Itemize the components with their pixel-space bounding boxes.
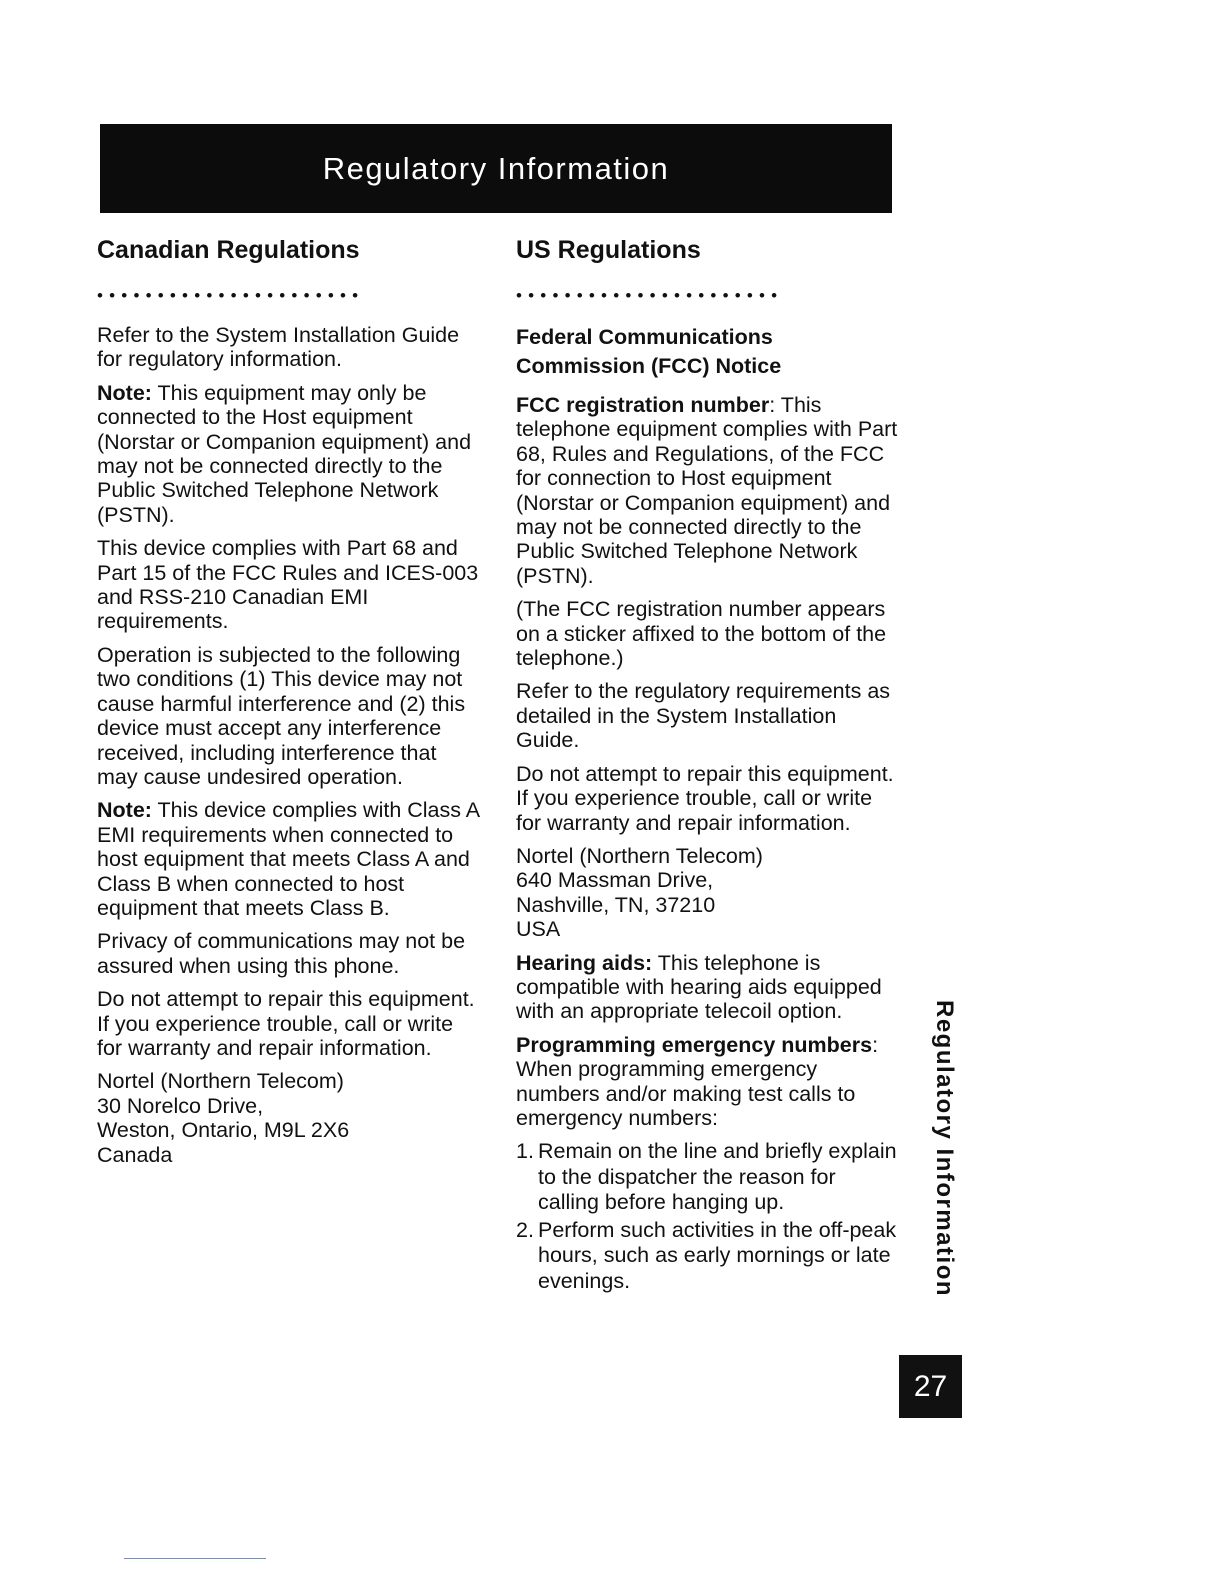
us-regulations-column xyxy=(516,236,901,1296)
note-label: Note: xyxy=(97,798,152,823)
canadian-address xyxy=(97,1069,482,1167)
canadian-paragraph-4: Privacy of communications may not be assured when using this phone. xyxy=(97,929,466,978)
step-number: 1. xyxy=(516,1139,534,1164)
address-line: Nortel (Northern Telecom) xyxy=(97,1069,344,1094)
programming-emergency-text: : When programming emergency numbers and/or making test calls to emergency numbers: xyxy=(516,1032,879,1130)
note-text: This device complies with Class A EMI requirements when connected to host equipment that meets Class A and Class B when connected to host equipment that meets Class B. xyxy=(97,798,479,920)
canadian-paragraph-5: Do not attempt to repair this equipment. If you experience trouble, call or write for warranty and repair information. xyxy=(97,987,475,1060)
section-banner xyxy=(100,124,892,213)
side-tab-label: Regulatory Information xyxy=(931,1000,958,1298)
step-number: 2. xyxy=(516,1217,534,1242)
page-number: 27 xyxy=(913,1369,948,1403)
canadian-note-2 xyxy=(97,798,482,920)
address-line: Weston, Ontario, M9L 2X6 xyxy=(97,1118,350,1143)
emergency-steps-list xyxy=(516,1139,901,1294)
fcc-registration-paragraph xyxy=(516,393,901,588)
step-text: Perform such activities in the off-peak hours, such as early mornings or late evenings. xyxy=(538,1217,897,1293)
fcc-registration-text: : This telephone equipment complies with Part 68, Rules and Regulations, of the FCC for connection to Host equipment (Norstar or Companion equipment) and may not be connected directly to the Public Switched Telephone Network (PSTN). xyxy=(516,393,898,588)
hearing-aids-paragraph xyxy=(516,951,901,1024)
fcc-registration-label: FCC registration number xyxy=(516,393,770,417)
programming-emergency-paragraph xyxy=(516,1033,901,1131)
hearing-aids-label: Hearing aids: xyxy=(516,950,653,975)
us-paragraph-1: (The FCC registration number appears on a sticker affixed to the bottom of the telephone.) xyxy=(516,597,887,671)
step-text: Remain on the line and briefly explain to the dispatcher the reason for calling before hanging up. xyxy=(538,1139,897,1215)
us-address xyxy=(516,844,901,942)
us-title: US Regulations xyxy=(516,236,701,264)
list-item xyxy=(516,1139,901,1216)
canadian-paragraph-2: This device complies with Part 68 and Part 15 of the FCC Rules and ICES-003 and RSS-210 Canadian EMI requirements. xyxy=(97,536,479,634)
note-label: Note: xyxy=(97,380,152,405)
fcc-notice-heading: Federal Communications Commission (FCC) Notice xyxy=(516,325,782,378)
address-line: USA xyxy=(516,917,561,942)
note-text: This equipment may only be connected to the Host equipment (Norstar or Companion equipment) and may not be connected directly to the Public Switched Telephone Network (PSTN). xyxy=(97,380,472,527)
canadian-paragraph-1: Refer to the System Installation Guide for regulatory information. xyxy=(97,323,460,372)
address-line: 640 Massman Drive, xyxy=(516,868,714,893)
us-paragraph-3: Do not attempt to repair this equipment. If you experience trouble, call or write for warranty and repair information. xyxy=(516,761,894,835)
canadian-dot-divider: •••••••••••••••••••••• xyxy=(97,286,365,305)
canadian-title: Canadian Regulations xyxy=(97,236,360,264)
address-line: Nashville, TN, 37210 xyxy=(516,892,716,917)
programming-emergency-label: Programming emergency numbers xyxy=(516,1032,873,1057)
list-item xyxy=(516,1218,901,1295)
canadian-regulations-column xyxy=(97,236,482,1176)
address-line: Canada xyxy=(97,1142,173,1167)
hearing-aids-text: This telephone is compatible with hearing aids equipped with an appropriate telecoil option. xyxy=(516,950,882,1024)
banner-title: Regulatory Information xyxy=(322,150,670,186)
canadian-paragraph-3: Operation is subjected to the following two conditions (1) This device may not cause harmful interference and (2) this device must accept any interference received, including interference that may cause undesired operation. xyxy=(97,642,466,789)
page-number-badge xyxy=(899,1355,962,1418)
address-line: Nortel (Northern Telecom) xyxy=(516,843,763,868)
us-paragraph-2: Refer to the regulatory requirements as detailed in the System Installation Guide. xyxy=(516,679,891,753)
address-line: 30 Norelco Drive, xyxy=(97,1093,264,1118)
canadian-note-1 xyxy=(97,381,482,527)
us-dot-divider: •••••••••••••••••••••• xyxy=(516,286,784,305)
footer-rule xyxy=(124,1558,266,1559)
